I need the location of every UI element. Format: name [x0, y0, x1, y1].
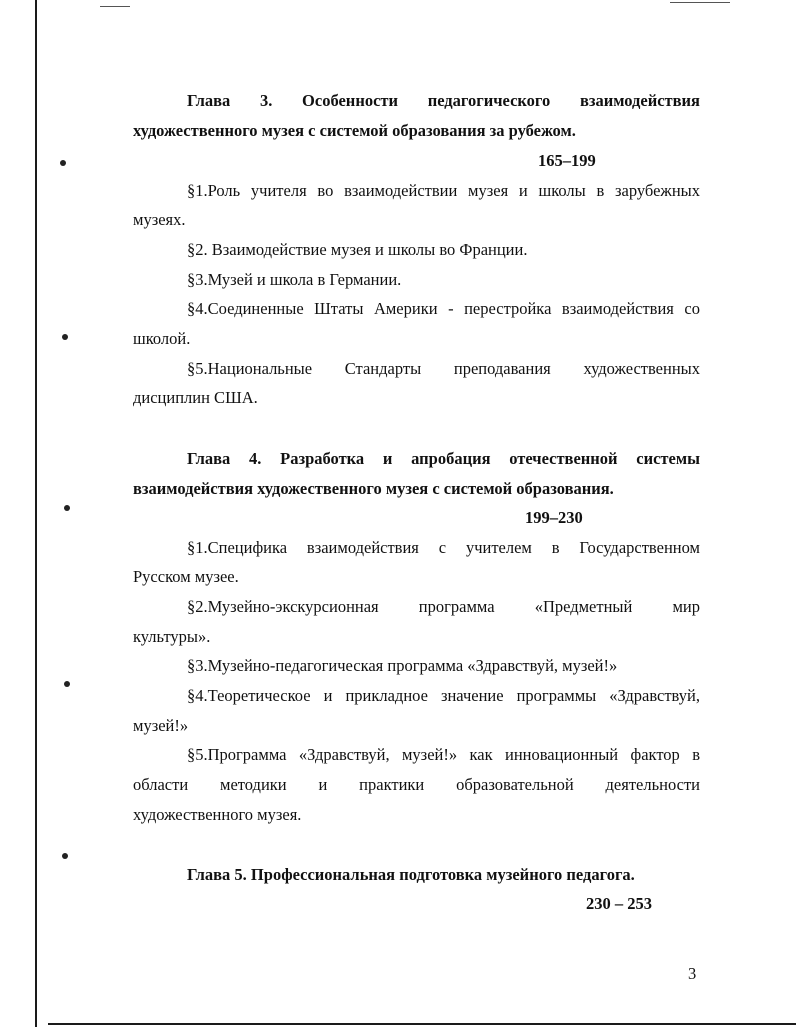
chapter-3-section-5-cont: дисциплин США.: [133, 388, 258, 407]
chapter-4-title-line-1: Глава 4. Разработка и апробация отечественной системы: [187, 449, 700, 468]
chapter-3-title-line-2: художественного музея с системой образования за рубежом.: [133, 121, 576, 140]
chapter-3-section-4-cont: школой.: [133, 329, 191, 348]
chapter-4-section-3: §3.Музейно-педагогическая программа «Здравствуй, музей!»: [187, 656, 618, 675]
chapter-4-pages: 199–230: [525, 508, 583, 527]
chapter-5-pages: 230 – 253: [586, 894, 652, 913]
scan-bottom-edge: [48, 1023, 796, 1025]
scan-dot: [62, 334, 68, 340]
chapter-4-section-4: §4.Теоретическое и прикладное значение программы «Здравствуй,: [187, 686, 700, 705]
scan-mark: [670, 2, 730, 3]
chapter-3-section-1: §1.Роль учителя во взаимодействии музея и школы в зарубежных: [187, 181, 700, 200]
chapter-3-section-2: §2. Взаимодействие музея и школы во Франции.: [187, 240, 528, 259]
page-number: 3: [688, 964, 697, 983]
chapter-3-section-5: §5.Национальные Стандарты преподавания художественных: [187, 359, 700, 378]
chapter-4-section-1: §1.Специфика взаимодействия с учителем в Государственном: [187, 538, 700, 557]
chapter-4-section-5-cont-2: художественного музея.: [133, 805, 302, 824]
chapter-4-section-5: §5.Программа «Здравствуй, музей!» как инновационный фактор в: [187, 745, 700, 764]
chapter-4-section-2: §2.Музейно-экскурсионная программа «Предметный мир: [187, 597, 700, 616]
chapter-3-title-line-1: Глава 3. Особенности педагогического взаимодействия: [187, 91, 700, 110]
chapter-5-title: Глава 5. Профессиональная подготовка музейного педагога.: [187, 865, 635, 884]
scan-dot: [64, 505, 70, 511]
chapter-3-section-3: §3.Музей и школа в Германии.: [187, 270, 402, 289]
chapter-4-section-2-cont: культуры».: [133, 627, 211, 646]
chapter-4-section-1-cont: Русском музее.: [133, 567, 239, 586]
scan-left-edge: [35, 0, 37, 1027]
scan-mark: [100, 6, 130, 7]
chapter-4-title-line-2: взаимодействия художественного музея с системой образования.: [133, 479, 614, 498]
chapter-3-section-1-cont: музеях.: [133, 210, 186, 229]
chapter-4-section-4-cont: музей!»: [133, 716, 189, 735]
chapter-3-pages: 165–199: [538, 151, 596, 170]
scan-dot: [62, 853, 68, 859]
scan-dot: [64, 681, 70, 687]
chapter-3-section-4: §4.Соединенные Штаты Америки - перестройка взаимодействия со: [187, 299, 700, 318]
chapter-4-section-5-cont: области методики и практики образовательной деятельности: [133, 775, 700, 794]
scan-dot: [60, 160, 66, 166]
